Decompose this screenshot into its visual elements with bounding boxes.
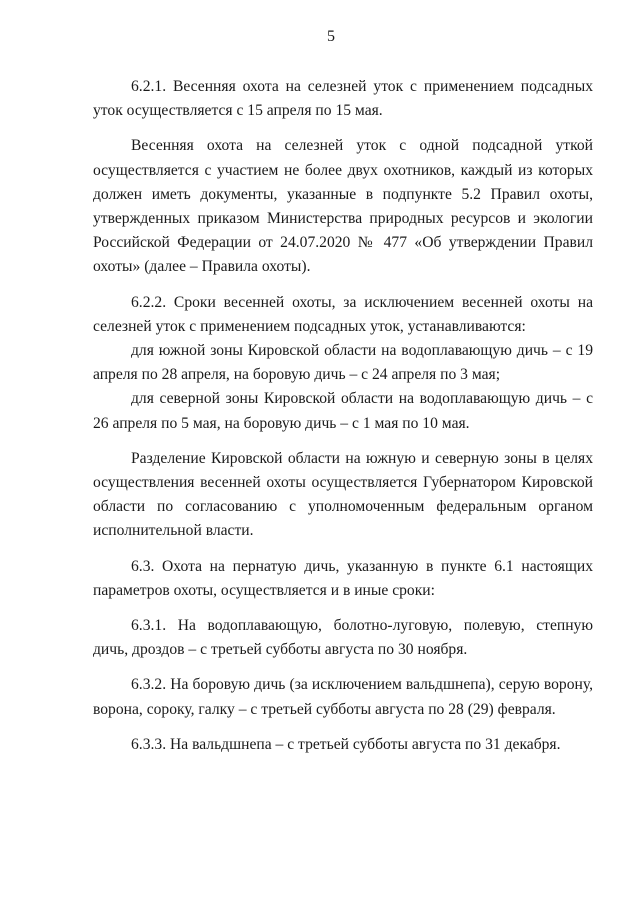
paragraph-6-3-1: 6.3.1. На водоплавающую, болотно-луговую, полевую, степную дичь, дроздов – с третьей субботы августа по 30 ноября. — [93, 617, 593, 659]
paragraph-spring-hunt-decoy: Весенняя охота на селезней уток с одной подсадной уткой осуществляется с участием не более двух охотников, каждый из которых должен иметь документы, указанные в подпункте 5.2 Правил охоты, утвержденных приказом Министерства природных ресурсов и экологии Российской Федерации от 24.07.2020 № 477 «Об утверждении Правил охоты» (далее – Правила охоты). — [93, 137, 593, 276]
paragraph-north-zone: для северной зоны Кировской области на водоплавающую дичь – с 26 апреля по 5 мая, на боровую дичь – с 1 мая по 10 мая. — [93, 390, 593, 432]
paragraph-6-2-1: 6.2.1. Весенняя охота на селезней уток с применением подсадных уток осуществляется с 15 апреля по 15 мая. — [93, 78, 593, 120]
paragraph-6-2-2: 6.2.2. Сроки весенней охоты, за исключением весенней охоты на селезней уток с применением подсадных уток, устанавливаются: — [93, 293, 593, 335]
paragraph-zone-division: Разделение Кировской области на южную и северную зоны в целях осуществления весенней охоты осуществляется Губернатором Кировской области по согласованию с уполномоченным федеральным органом исполнительной власти. — [93, 449, 593, 540]
paragraph-6-3-2: 6.3.2. На боровую дичь (за исключением вальдшнепа), серую ворону, ворона, сороку, галку – с третьей субботы августа по 28 (29) февраля. — [93, 676, 593, 718]
paragraph-south-zone: для южной зоны Кировской области на водоплавающую дичь – с 19 апреля по 28 апреля, на боровую дичь – с 24 апреля по 3 мая; — [93, 342, 593, 384]
paragraph-6-3-3: 6.3.3. На вальдшнепа – с третьей субботы августа по 31 декабря. — [131, 735, 561, 753]
page-number: 5 — [327, 28, 335, 45]
paragraph-6-3: 6.3. Охота на пернатую дичь, указанную в пункте 6.1 настоящих параметров охоты, осуществляется и в иные сроки: — [93, 557, 593, 599]
document-body — [93, 75, 593, 768]
